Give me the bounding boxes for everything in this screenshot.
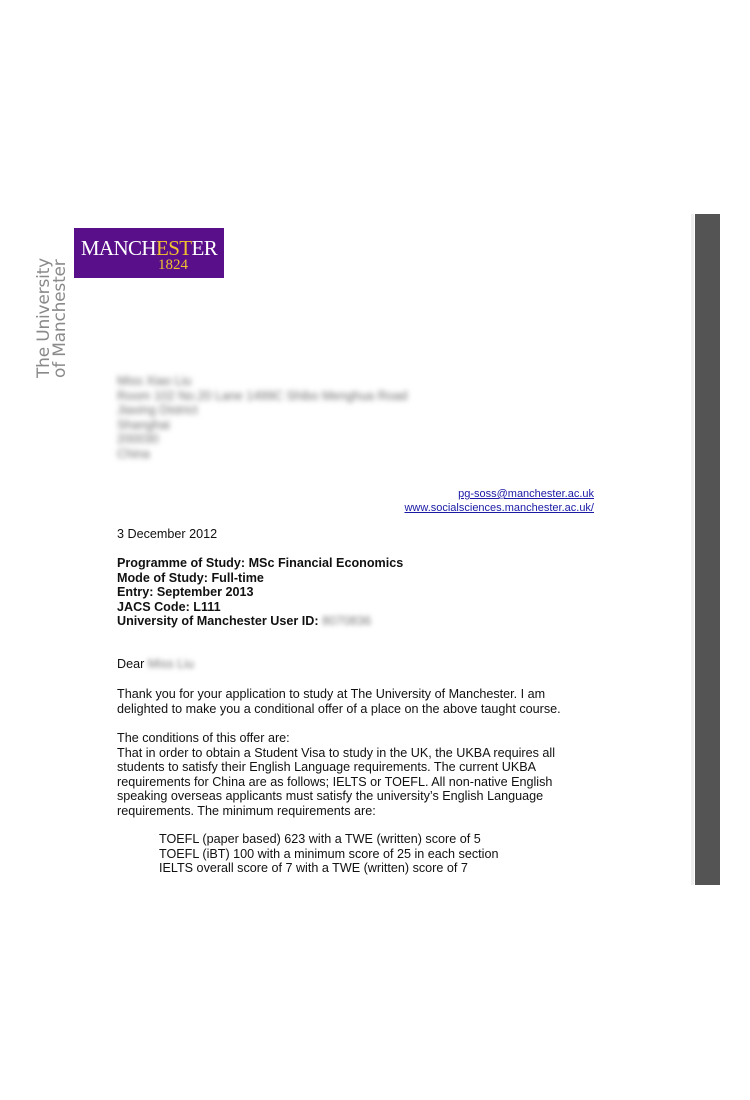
entry-label: Entry: <box>117 585 154 600</box>
jacs-line <box>117 600 403 615</box>
recipient-address <box>117 374 408 462</box>
jacs-label: JACS Code: <box>117 599 190 614</box>
address-line: Room 102 No.20 Lane 1499C Shibo Menghua Road <box>117 388 408 403</box>
entry-value: September 2013 <box>156 585 254 600</box>
wordmark-line-2: of Manchester <box>50 259 70 378</box>
programme-value: MSc Financial Economics <box>248 556 404 570</box>
salutation <box>117 657 194 672</box>
conditions-heading: The conditions of this offer are: <box>117 731 290 745</box>
mode-label: Mode of Study: <box>117 570 208 585</box>
user-id-value-redacted: 8070836 <box>322 614 372 629</box>
address-line: China <box>117 446 150 461</box>
mode-line <box>117 571 403 586</box>
programme-label: Programme of Study: <box>117 556 246 570</box>
letter-date: 3 December 2012 <box>117 527 218 541</box>
mode-value: Full-time <box>211 570 264 585</box>
requirement-item: IELTS overall score of 7 with a TWE (written) score of 7 <box>159 861 468 876</box>
address-line: Jiaxing District <box>117 403 198 418</box>
logo-word-highlight: EST <box>156 236 192 260</box>
user-id-line <box>117 614 403 629</box>
email-link[interactable]: pg-soss@manchester.ac.uk <box>458 488 594 500</box>
side-bar-edge <box>691 214 694 885</box>
language-requirements-list <box>159 832 498 876</box>
programme-details <box>117 556 403 629</box>
jacs-value: L111 <box>193 599 221 614</box>
salutation-word: Dear <box>117 657 145 671</box>
requirement-item: TOEFL (paper based) 623 with a TWE (written) score of 5 <box>159 832 481 846</box>
logo-word-suffix: ER <box>191 236 218 260</box>
contact-block <box>404 487 594 515</box>
wordmark-line-1: The University <box>34 258 54 378</box>
address-line: 200030 <box>117 432 159 447</box>
conditions-section <box>117 731 597 819</box>
salutation-name-redacted: Miss Liu <box>147 657 194 671</box>
entry-line <box>117 585 403 600</box>
logo-word-prefix: MANCH <box>80 236 156 260</box>
programme-line <box>117 556 403 571</box>
conditions-paragraph: That in order to obtain a Student Visa to study in the UK, the UKBA requires all students to satisfy their English Language requirements. The current UKBA requirements for China are as follows; IELTS or TOEFL. All non-native English speaking overseas applicants must satisfy the university’s English Language requirements. The minimum requirements are: <box>117 745 556 818</box>
intro-paragraph: Thank you for your application to study at The University of Manchester. I am delighted to make you a conditional offer of a place on the above taught course. <box>117 687 561 716</box>
address-line: Miss Xiao Liu <box>117 374 192 388</box>
requirement-item: TOEFL (iBT) 100 with a minimum score of 25 in each section <box>159 846 499 861</box>
address-line: Shanghai <box>117 417 170 432</box>
logo-year: 1824 <box>158 257 188 273</box>
university-logo <box>74 228 224 278</box>
website-link[interactable]: www.socialsciences.manchester.ac.uk/ <box>404 502 594 514</box>
side-scroll-bar[interactable] <box>695 214 720 885</box>
university-vertical-wordmark <box>34 258 70 378</box>
logo-wordmark <box>74 237 224 259</box>
user-id-label: University of Manchester User ID: <box>117 614 319 629</box>
